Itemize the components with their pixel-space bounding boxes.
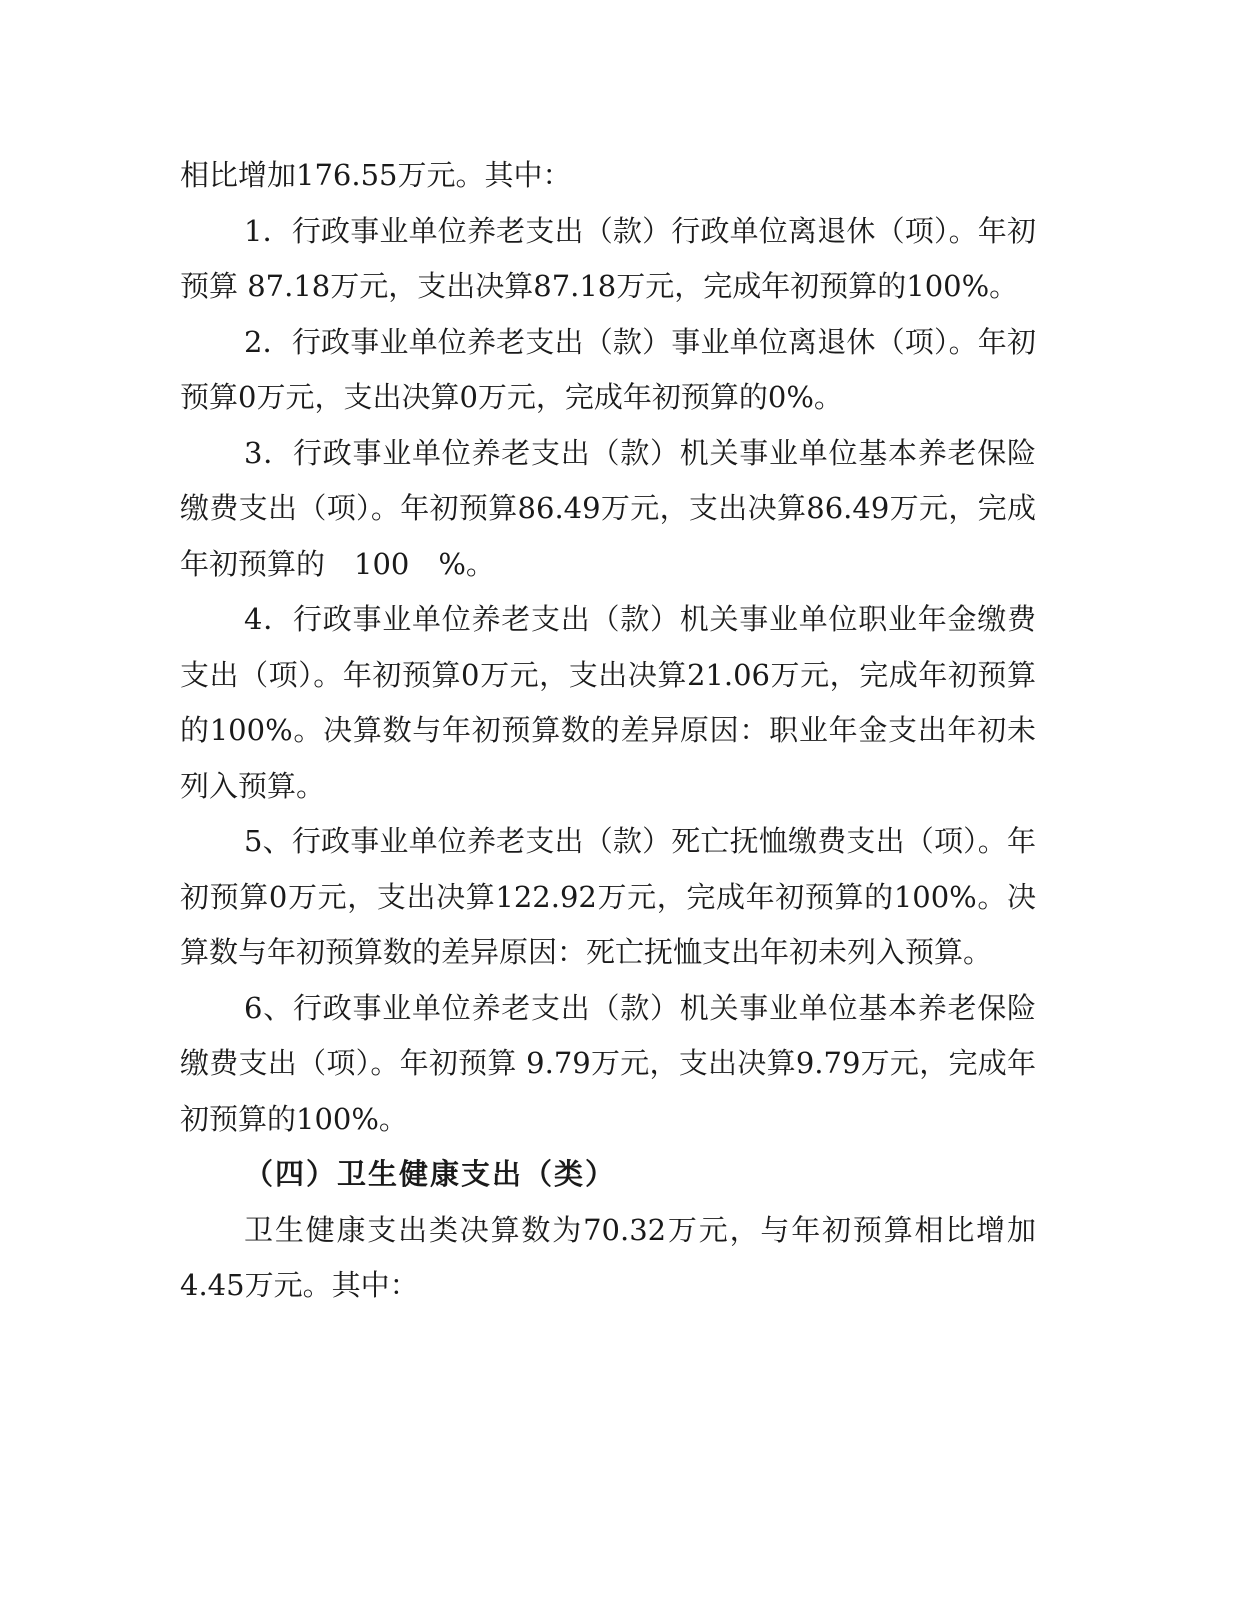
- paragraph-item-1: 1．行政事业单位养老支出（款）行政单位离退休（项）。年初预算 87.18万元，支出决算87.18万元，完成年初预算的100%。: [180, 213, 1036, 303]
- paragraph-section-summary: 卫生健康支出类决算数为70.32万元，与年初预算相比增加4.45万元。其中：: [180, 1212, 1036, 1302]
- section-heading: （四）卫生健康支出（类）: [244, 1157, 617, 1191]
- paragraph-item-2: 2．行政事业单位养老支出（款）事业单位离退休（项）。年初预算0万元，支出决算0万元，完成年初预算的0%。: [180, 324, 1036, 414]
- paragraph-item-6: 6、行政事业单位养老支出（款）机关事业单位基本养老保险缴费支出（项）。年初预算 9.79万元，支出决算9.79万元，完成年初预算的100%。: [180, 990, 1036, 1136]
- paragraph-item-5: 5、行政事业单位养老支出（款）死亡抚恤缴费支出（项）。年初预算0万元，支出决算122.92万元，完成年初预算的100%。决算数与年初预算数的差异原因：死亡抚恤支出年初未列入预算。: [180, 824, 1036, 969]
- paragraph-continuation: 相比增加176.55万元。其中：: [180, 158, 572, 192]
- document-body: [180, 148, 1036, 1314]
- paragraph-item-3: 3．行政事业单位养老支出（款）机关事业单位基本养老保险缴费支出（项）。年初预算86.49万元，支出决算86.49万元，完成年初预算的 100 %。: [180, 435, 1036, 581]
- paragraph-item-4: 4．行政事业单位养老支出（款）机关事业单位职业年金缴费支出（项）。年初预算0万元，支出决算21.06万元，完成年初预算的100%。决算数与年初预算数的差异原因：职业年金支出年初未列入预算。: [180, 602, 1036, 803]
